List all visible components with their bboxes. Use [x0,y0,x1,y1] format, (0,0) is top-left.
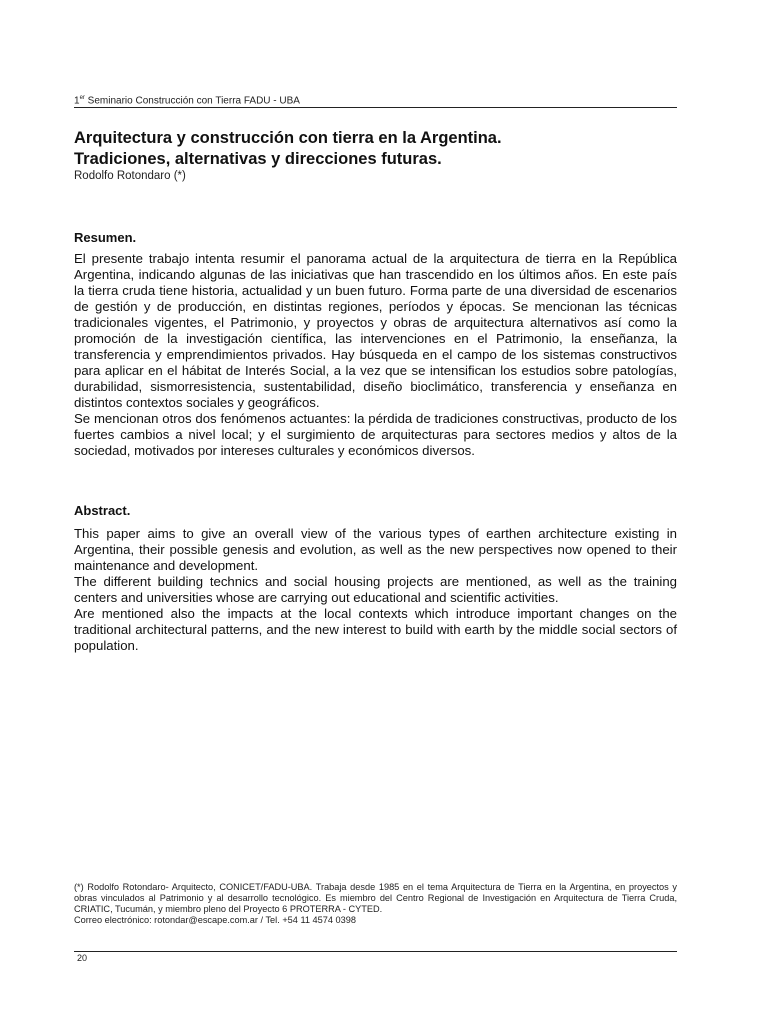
resumen-paragraph: Se mencionan otros dos fenómenos actuantes: la pérdida de tradiciones constructivas, producto de los fuertes cambios a nivel local; y el surgimiento de arquitecturas para sectores medios y altos de la sociedad, motivados por intereses culturales y económicos diversos. [74,411,677,458]
paper-title [74,128,677,170]
abstract-body [74,526,677,654]
abstract-heading: Abstract. [74,503,131,518]
title-line-1: Arquitectura y construcción con tierra en la Argentina. [74,129,502,147]
author-footnote [74,882,677,926]
page-number: 20 [77,953,88,963]
abstract-paragraph: The different building technics and social housing projects are mentioned, as well as the training centers and universities whose are carrying out educational and scientific activities. [74,574,677,605]
header-ordinal: 1 [74,95,80,107]
title-line-2: Tradiciones, alternativas y direcciones futuras. [74,150,442,168]
resumen-heading: Resumen. [74,230,137,245]
header-ordinal-suffix: er [79,95,85,101]
resumen-body [74,251,677,459]
abstract-paragraph: Are mentioned also the impacts at the local contexts which introduce important changes on the traditional architectural patterns, and the new interest to build with earth by the middle social sectors of population. [74,606,677,653]
footnote-contact: Correo electrónico: rotondar@escape.com.ar / Tel. +54 11 4574 0398 [74,915,356,925]
abstract-paragraph: This paper aims to give an overall view of the various types of earthen architecture existing in Argentina, their possible genesis and evolution, as well as the new perspectives now opened to their maintenance and development. [74,526,677,573]
resumen-paragraph: El presente trabajo intenta resumir el panorama actual de la arquitectura de tierra en la República Argentina, indicando algunas de las iniciativas que han trascendido en los últimos años. En este país la tierra cruda tiene historia, actualidad y un buen futuro. Forma parte de una diversidad de escenarios de gestión y de producción, en distintas regiones, períodos y épocas. Se mencionan las técnicas tradicionales vigentes, el Patrimonio, y proyectos y obras de arquitectura alternativos así como la promoción de la investigación científica, las intervenciones en el Patrimonio, la enseñanza, la transferencia y emprendimientos privados. Hay búsqueda en el campo de los sistemas constructivos para aplicar en el hábitat de Interés Social, a la vez que se intensifican los estudios sobre patologías, durabilidad, sismorresistencia, sustentabilidad, diseño bioclimático, transferencia y enseñanza en distintos contextos sociales y geográficos. [74,251,677,410]
author: Rodolfo Rotondaro (*) [74,170,186,182]
header-text: Seminario Construcción con Tierra FADU - UBA [84,95,300,107]
footnote-text: (*) Rodolfo Rotondaro- Arquitecto, CONICET/FADU-UBA. Trabaja desde 1985 en el tema Arquitectura de Tierra en la Argentina, en proyectos y obras vinculados al Patrimonio y al desarrollo tecnológico. Es miembro del Centro Regional de Investigación en Arquitectura de Tierra Cruda, CRIATIC, Tucumán, y miembro pleno del Proyecto 6 PROTERRA - CYTED. [74,882,677,914]
running-header [74,95,677,108]
footer-divider [74,951,677,952]
